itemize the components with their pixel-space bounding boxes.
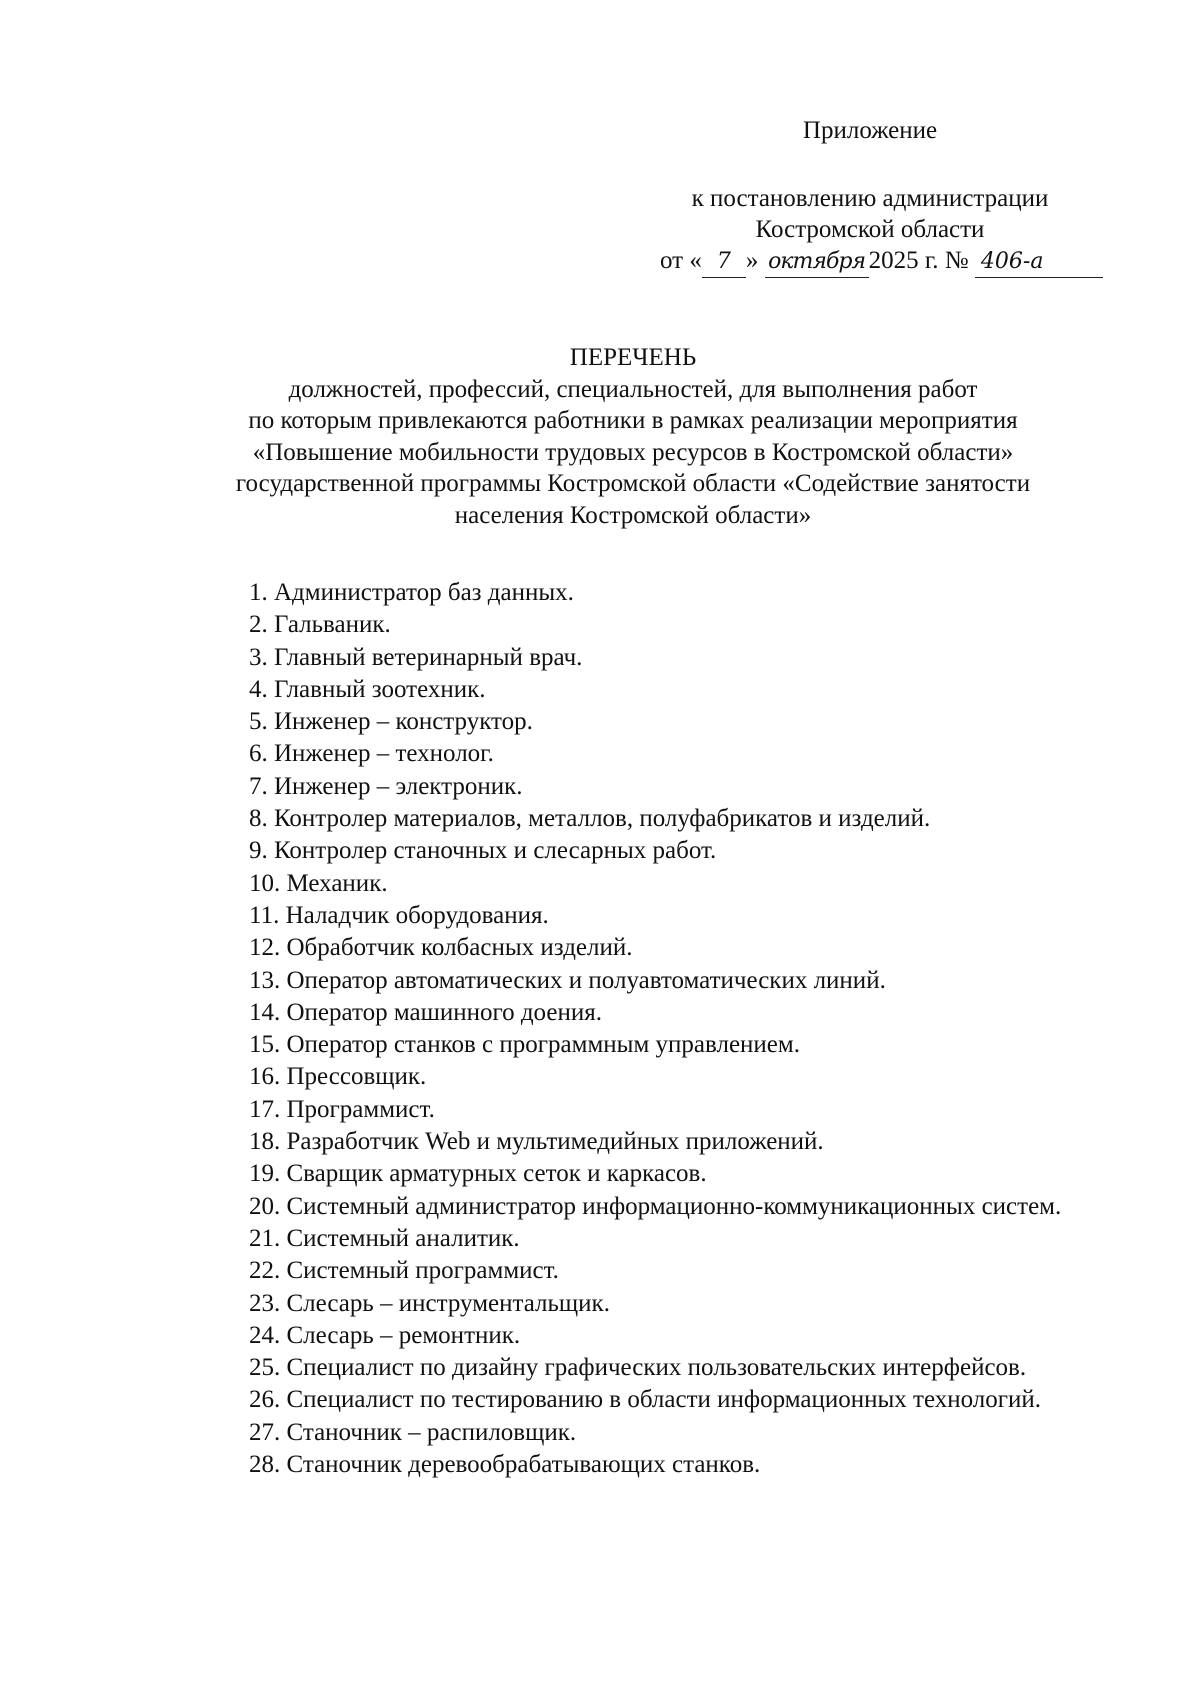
appendix-line-region: Костромской области: [755, 216, 985, 243]
title-line: «Повышение мобильности трудовых ресурсов в Костромской области»: [252, 438, 1014, 466]
list-item: 16. Прессовщик.: [249, 1063, 427, 1091]
list-item: 9. Контролер станочных и слесарных работ.: [249, 837, 717, 865]
list-item: 10. Механик.: [249, 869, 388, 897]
list-item: 7. Инженер – электроник.: [249, 772, 523, 800]
list-item: 28. Станочник деревообрабатывающих станков.: [249, 1451, 761, 1479]
list-item: 8. Контролер материалов, металлов, полуфабрикатов и изделий.: [249, 805, 931, 833]
document-title: [150, 342, 1116, 531]
list-item: 12. Обработчик колбасных изделий.: [249, 934, 633, 962]
list-item: 3. Главный ветеринарный врач.: [249, 643, 583, 671]
title-line: государственной программы Костромской области «Содействие занятости: [235, 470, 1031, 497]
date-quote-close: »: [745, 247, 759, 274]
list-item: 1. Администратор баз данных.: [249, 579, 574, 606]
date-year-number-label: 2025 г. №: [868, 247, 969, 274]
list-item: 25. Специалист по дизайну графических пользовательских интерфейсов.: [249, 1354, 1027, 1382]
title-line: населения Костромской области»: [454, 501, 812, 529]
list-item: 26. Специалист по тестированию в области информационных технологий.: [249, 1386, 1042, 1414]
list-item: 15. Оператор станков с программным управлением.: [249, 1031, 800, 1059]
list-item: 27. Станочник – распиловщик.: [249, 1418, 577, 1446]
handwritten-day: 7: [702, 246, 746, 278]
appendix-label: Приложение: [802, 117, 938, 144]
appendix-line-resolution: к постановлению администрации: [691, 185, 1049, 212]
handwritten-doc-number: 406-а: [975, 246, 1103, 278]
list-item: 13. Оператор автоматических и полуавтоматических линий.: [249, 966, 886, 994]
date-prefix: от «: [660, 247, 702, 274]
list-item: 23. Слесарь – инструментальщик.: [249, 1289, 610, 1317]
list-item: 18. Разработчик Web и мультимедийных приложений.: [249, 1128, 824, 1156]
list-item: 22. Системный программист.: [249, 1257, 559, 1285]
appendix-date-line: [660, 245, 1080, 278]
list-item: 11. Наладчик оборудования.: [249, 901, 549, 929]
title-line: по которым привлекаются работники в рамках реализации мероприятия: [248, 407, 1018, 434]
list-item: 2. Гальваник.: [249, 611, 391, 639]
list-item: 24. Слесарь – ремонтник.: [249, 1321, 521, 1349]
list-item: 19. Сварщик арматурных сеток и каркасов.: [249, 1160, 707, 1188]
list-item: 17. Программист.: [249, 1095, 435, 1123]
title-line: должностей, профессий, специальностей, для выполнения работ: [288, 375, 978, 403]
list-item: 21. Системный аналитик.: [249, 1224, 520, 1252]
list-item: 6. Инженер – технолог.: [249, 740, 494, 768]
list-item: 20. Системный администратор информационно-коммуникационных систем.: [249, 1192, 1062, 1220]
list-item: 14. Оператор машинного доения.: [249, 998, 602, 1026]
list-item: 5. Инженер – конструктор.: [249, 708, 533, 736]
profession-list: [178, 577, 1098, 1481]
list-item: 4. Главный зоотехник.: [249, 675, 486, 703]
title-heading: ПЕРЕЧЕНЬ: [569, 344, 697, 371]
handwritten-month: октября: [765, 246, 869, 278]
appendix-reference: [660, 183, 1080, 278]
